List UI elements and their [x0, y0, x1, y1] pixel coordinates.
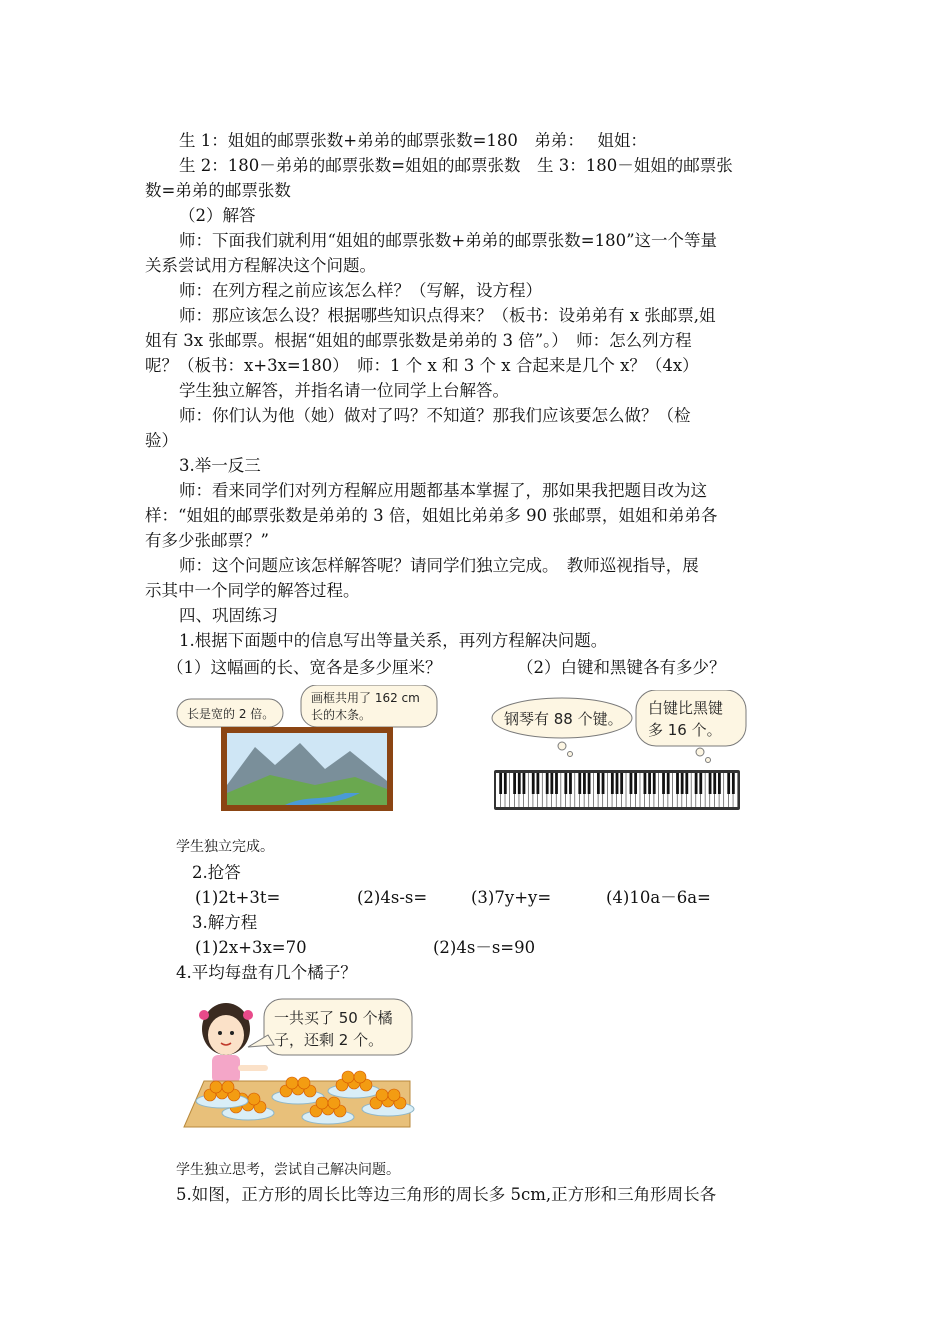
orange	[316, 1097, 328, 1109]
oranges-figure	[178, 995, 418, 1130]
black-key	[667, 773, 670, 794]
section-heading: （2）解答	[179, 206, 256, 225]
black-key	[681, 773, 684, 794]
black-key	[536, 773, 539, 794]
black-key	[644, 773, 647, 794]
black-key	[499, 773, 502, 794]
black-key	[583, 773, 586, 794]
black-key	[713, 773, 716, 794]
section-heading: 3.举一反三	[179, 456, 261, 475]
piano-bubble-2-line2: 多 16 个。	[648, 721, 722, 739]
black-key	[564, 773, 567, 794]
quick-item-3: (3)7y+y=	[471, 888, 552, 907]
black-key	[685, 773, 688, 794]
black-key	[616, 773, 619, 794]
quick-item-4: (4)10a－6a=	[606, 888, 711, 907]
text-line: 学生独立思考，尝试自己解决问题。	[176, 1162, 400, 1178]
orange	[222, 1081, 234, 1093]
black-key	[555, 773, 558, 794]
equation-1: (1)2x+3x=70	[195, 938, 307, 957]
black-key	[634, 773, 637, 794]
text-line: 师：这个问题应该怎样解答呢？请同学们独立完成。 教师巡视指导，展	[179, 556, 699, 575]
painting-bubble-2-line1: 画框共用了 162 cm	[311, 691, 420, 705]
black-key	[732, 773, 735, 794]
question-2: （2）白键和黑键各有多少？	[517, 658, 726, 677]
black-key	[588, 773, 591, 794]
black-key	[718, 773, 721, 794]
painting-bubble-1-text: 长是宽的 2 倍。	[187, 707, 275, 721]
quick-answer-row	[195, 885, 711, 910]
text-line: 关系尝试用方程解决这个问题。	[145, 256, 376, 275]
black-key	[597, 773, 600, 794]
black-key	[676, 773, 679, 794]
section-heading: 4.平均每盘有几个橘子？	[176, 963, 357, 982]
text-line: 学生独立解答，并指名请一位同学上台解答。	[179, 381, 509, 400]
orange	[354, 1071, 366, 1083]
text-line: 师：看来同学们对列方程解应用题都基本掌握了，那如果我把题目改为这	[179, 481, 707, 500]
piano-bubble-2-line1: 白键比黑键	[648, 699, 724, 717]
quick-item-2: (2)4s-s=	[357, 888, 428, 907]
text-line: 1.根据下面题中的信息写出等量关系，再列方程解决问题。	[179, 631, 608, 650]
painting-bubble-2-line2: 长的木条。	[311, 708, 372, 722]
black-key	[504, 773, 507, 794]
black-key	[709, 773, 712, 794]
black-key	[532, 773, 535, 794]
black-key	[546, 773, 549, 794]
orange	[342, 1071, 354, 1083]
equation-2: (2)4s－s=90	[433, 938, 536, 957]
piano-bubble-2	[636, 690, 746, 763]
black-key	[550, 773, 553, 794]
text-line: 师：你们认为他（她）做对了吗？不知道？那我们应该要怎么做？（检	[179, 406, 691, 425]
text-line: 数=弟弟的邮票张数	[145, 181, 291, 200]
girl-bubble-line1: 一共买了 50 个橘	[274, 1009, 393, 1027]
orange	[376, 1089, 388, 1101]
black-key	[727, 773, 730, 794]
black-key	[648, 773, 651, 794]
painting-figure	[175, 685, 445, 815]
orange	[210, 1081, 222, 1093]
black-key	[518, 773, 521, 794]
quick-item-1: (1)2t+3t=	[195, 888, 281, 907]
section-heading: 3.解方程	[192, 913, 258, 932]
orange	[286, 1077, 298, 1089]
girl-bubble	[248, 999, 412, 1055]
text-line: 验）	[145, 431, 178, 450]
painting-frame	[221, 727, 393, 811]
black-key	[695, 773, 698, 794]
black-key	[513, 773, 516, 794]
text-line: 学生独立完成。	[176, 839, 274, 855]
black-key	[523, 773, 526, 794]
black-key	[653, 773, 656, 794]
piano-bubble-1	[492, 698, 632, 757]
text-line: 示其中一个同学的解答过程。	[145, 581, 360, 600]
text-line: 姐有 3x 张邮票。根据“姐姐的邮票张数是弟弟的 3 倍”。） 师：怎么列方程	[145, 331, 692, 350]
black-key	[620, 773, 623, 794]
text-line: 生 2：180－弟弟的邮票张数=姐姐的邮票张数 生 3：180－姐姐的邮票张	[179, 156, 733, 175]
black-key	[602, 773, 605, 794]
girl-bubble-line2: 子，还剩 2 个。	[274, 1031, 384, 1049]
black-key	[699, 773, 702, 794]
text-line: 师：下面我们就利用“姐姐的邮票张数+弟弟的邮票张数=180”这一个等量	[179, 231, 718, 250]
black-key	[578, 773, 581, 794]
text-line: 5.如图，正方形的周长比等边三角形的周长多 5cm,正方形和三角形周长各	[176, 1185, 717, 1204]
orange	[298, 1077, 310, 1089]
section-heading: 2.抢答	[192, 863, 241, 882]
black-key	[611, 773, 614, 794]
text-line: 样：“姐姐的邮票张数是弟弟的 3 倍，姐姐比弟弟多 90 张邮票，姐姐和弟弟各	[145, 506, 718, 525]
piano-bubble-1-text: 钢琴有 88 个键。	[504, 710, 623, 728]
question-1: （1）这幅画的长、宽各是多少厘米？	[167, 658, 442, 677]
text-line: 师：那应该怎么设？根据哪些知识点得来？（板书：设弟弟有 x 张邮票,姐	[179, 306, 716, 325]
text-line: 有多少张邮票？”	[145, 531, 269, 550]
equation-row	[195, 935, 535, 960]
text-line: 呢？（板书：x+3x=180） 师：1 个 x 和 3 个 x 合起来是几个 x？（4x）	[145, 356, 699, 375]
orange	[248, 1093, 260, 1105]
black-key	[630, 773, 633, 794]
text-line: 师：在列方程之前应该怎么样？（写解，设方程）	[179, 281, 542, 300]
text-line: 生 1：姐姐的邮票张数+弟弟的邮票张数=180 弟弟： 姐姐：	[179, 131, 647, 150]
orange	[388, 1089, 400, 1101]
section-heading: 四、巩固练习	[179, 606, 278, 625]
orange	[328, 1097, 340, 1109]
black-key	[662, 773, 665, 794]
piano-keyboard	[494, 770, 740, 810]
piano-figure	[490, 690, 750, 815]
black-key	[569, 773, 572, 794]
